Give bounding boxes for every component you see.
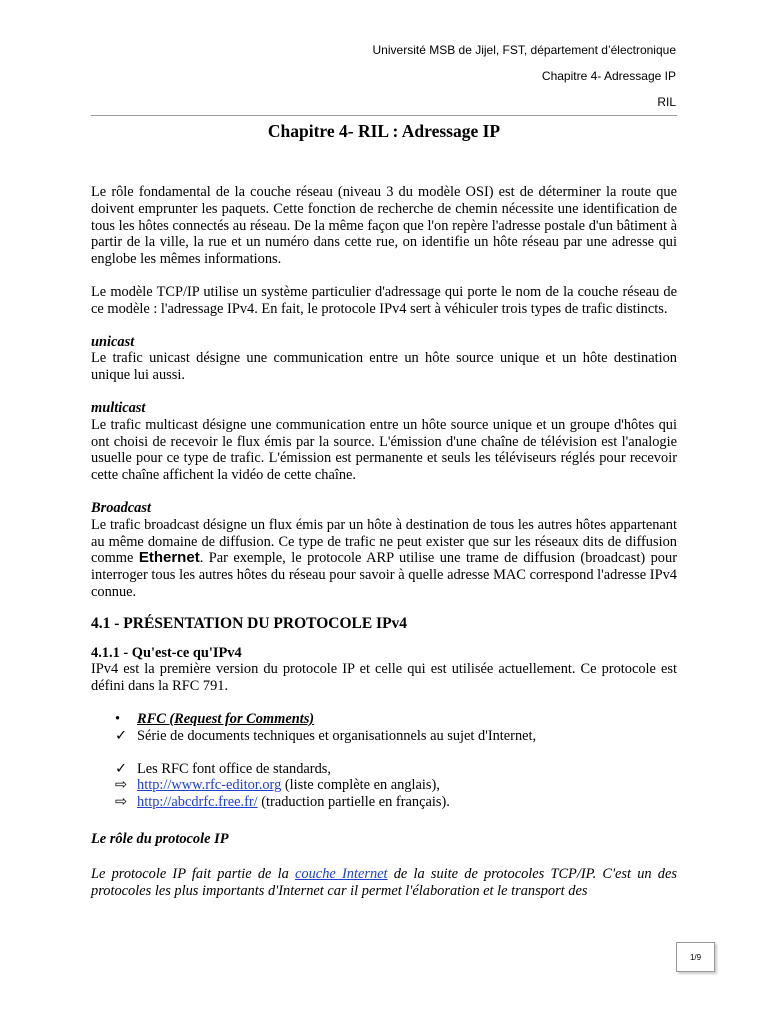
check-item-1-text: Série de documents techniques et organisationnels au sujet d'Internet, (137, 727, 537, 744)
intro-paragraph-1: Le rôle fondamental de la couche réseau (niveau 3 du modèle OSI) est de déterminer la route que doivent emprunter les paquets. Cette fonction de recherche de chemin nécessite une identification de tous les hôtes connectés au réseau. De la même façon que l'on repère l'adresse postale d'un bâtiment à partir de la ville, la rue et un numéro dans cette rue, on identifie un hôte réseau par une adresse qui englobe les mêmes informations. (91, 184, 677, 268)
intro-paragraph-2: Le modèle TCP/IP utilise un système particulier d'adressage qui porte le nom de la couche réseau de ce modèle : l'adressage IPv4. En fait, le protocole IPv4 sert à véhiculer trois types de trafic distincts. (91, 283, 677, 317)
check-item-2 (91, 761, 677, 778)
checkmark-icon: ✓ (115, 727, 128, 744)
rfc-title: RFC (Request for Comments) (137, 710, 315, 727)
role-text-b: de la suite de protocoles TCP/IP. C'est un des protocoles les plus importants d'Internet car il permet l'élaboration et le transport des (91, 865, 677, 899)
section-heading-4-1: 4.1 - PRÉSENTATION DU PROTOCOLE IPv4 (91, 614, 408, 632)
multicast-heading: multicast (91, 399, 146, 416)
header-university: Université MSB de Jijel, FST, département d’électronique (372, 43, 676, 57)
bullet-icon: • (115, 710, 121, 727)
section-heading-4-1-1: 4.1.1 - Qu'est-ce qu'IPv4 (91, 644, 242, 661)
header-course: RIL (657, 95, 676, 109)
document-body (91, 184, 677, 899)
abcdrfc-link[interactable]: http://abcdrfc.free.fr/ (137, 794, 258, 811)
rfc-editor-link[interactable]: http://www.rfc-editor.org (137, 777, 282, 794)
arrow-item-1 (91, 777, 677, 794)
page-number: 1/9 (676, 942, 715, 972)
unicast-text: Le trafic unicast désigne une communication entre un hôte source unique et un hôte destination unique lui aussi. (91, 350, 677, 384)
check-item-1 (91, 728, 677, 745)
multicast-text: Le trafic multicast désigne une communication entre un hôte source unique et un groupe d'hôtes qui ont choisi de recevoir le flux émis par la source. L'émission d'une chaîne de télévision est l'analogie usuelle pour ce type de trafic. L'émission est permanente et seuls les téléviseurs réglés pour recevoir cette chaîne affichent la vidéo de cette chaîne. (91, 416, 677, 484)
page-title: Chapitre 4- RIL : Adressage IP (267, 121, 501, 141)
role-text-a: Le protocole IP fait partie de la (91, 865, 296, 882)
role-heading: Le rôle du protocole IP (91, 830, 229, 847)
checkmark-icon: ✓ (115, 760, 128, 777)
broadcast-text-a: Le trafic broadcast désigne un flux émis par un hôte à destination de tous les autres hôtes appartenant au même domaine de diffusion. Ce type de trafic ne peut exister que sur les réseaux dits de diffusion comme (91, 516, 677, 567)
header-rule (91, 115, 677, 116)
arrow-right-icon: ⇨ (115, 794, 128, 811)
arrow-item-2-suffix: (traduction partielle en français). (257, 794, 450, 811)
unicast-heading: unicast (91, 333, 135, 350)
ipv4-definition: IPv4 est la première version du protocole IP et celle qui est utilisée actuellement. Ce protocole est défini dans la RFC 791. (91, 661, 677, 695)
broadcast-text-b: . Par exemple, le protocole ARP utilise une trame de diffusion (broadcast) pour interroger tous les autres hôtes du réseau pour savoir à quelle adresse MAC correspond l'adresse IPv4 connue. (91, 550, 677, 600)
rfc-bullet-item (91, 711, 677, 728)
broadcast-heading: Broadcast (91, 499, 151, 516)
check-item-2-text: Les RFC font office de standards, (137, 760, 331, 777)
arrow-right-icon: ⇨ (115, 777, 128, 794)
ethernet-term: Ethernet (138, 549, 200, 567)
couche-internet-link[interactable]: couche Internet (295, 865, 388, 882)
arrow-item-2 (91, 794, 677, 811)
arrow-item-1-suffix: (liste complète en anglais), (281, 777, 440, 794)
header-chapter: Chapitre 4- Adressage IP (541, 69, 676, 83)
broadcast-text (91, 517, 677, 601)
role-text (91, 866, 677, 900)
